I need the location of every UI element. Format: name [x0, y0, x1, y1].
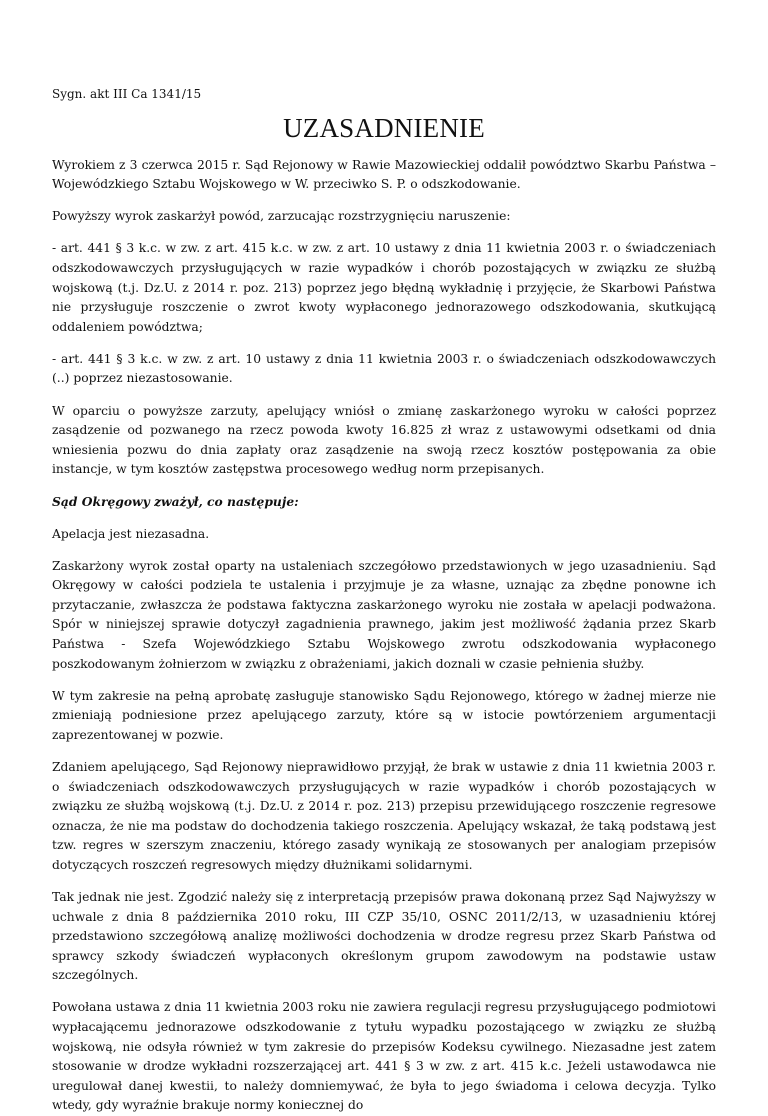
paragraph-1: Wyrokiem z 3 czerwca 2015 r. Sąd Rejonowy w Rawie Mazowieckiej oddalił powództwo Skarbu Państwa – Wojewódzkiego Sztabu Wojskowego w W. przeciwko S. P. o odszkodowanie.	[52, 157, 716, 192]
document-title: UZASADNIENIE	[283, 112, 485, 143]
paragraph-4: - art. 441 § 3 k.c. w zw. z art. 10 ustawy z dnia 11 kwietnia 2003 r. o świadczeniach odszkodowawczych (..) poprzez niezastosowanie.	[52, 351, 716, 386]
paragraph-8: W tym zakresie na pełną aprobatę zasługuje stanowisko Sądu Rejonowego, którego w żadnej mierze nie zmieniają podniesione przez apelującego zarzuty, które są w istocie powtórzeniem argumentacji zaprezentowanej w pozwie.	[52, 688, 716, 742]
paragraph-5: W oparciu o powyższe zarzuty, apelujący wniósł o zmianę zaskarżonego wyroku w całości poprzez zasądzenie od pozwanego na rzecz powoda kwoty 16.825 zł wraz z ustawowymi odsetkami od dnia wniesienia pozwu do dnia zapłaty oraz zasądzenie na swoją rzecz kosztów postępowania za obie instancje, w tym kosztów zastępstwa procesowego według norm przepisanych.	[52, 403, 716, 477]
paragraph-6: Apelacja jest niezasadna.	[52, 526, 210, 541]
paragraph-7: Zaskarżony wyrok został oparty na ustaleniach szczegółowo przedstawionych w jego uzasadnieniu. Sąd Okręgowy w całości podziela te ustalenia i przyjmuje je za własne, uznając za zbędne ponowne ich przytaczanie, zwłaszcza że podstawa faktyczna zaskarżonego wyroku nie została w apelacji podważona. Spór w niniejszej sprawie dotyczył zagadnienia prawnego, jakim jest możliwość żądania przez Skarb Państwa - Szefa Wojewódzkiego Sztabu Wojskowego zwrotu odszkodowania wypłaconego poszkodowanym żołnierzom w związku z obrażeniami, jakich doznali w czasie pełnienia służby.	[52, 558, 716, 671]
paragraph-9: Zdaniem apelującego, Sąd Rejonowy nieprawidłowo przyjął, że brak w ustawie z dnia 11 kwietnia 2003 r. o świadczeniach odszkodowawczych przysługujących w razie wypadków i chorób pozostających w związku ze służbą wojskową (t.j. Dz.U. z 2014 r. poz. 213) przepisu przewidującego roszczenie regresowe oznacza, że nie ma podstaw do dochodzenia takiego roszczenia. Apelujący wskazał, że taką podstawą jest tzw. regres w szerszym znaczeniu, którego zasady wynikają ze stosowanych per analogiam przepisów dotyczących roszczeń regresowych między dłużnikami solidarnymi.	[52, 759, 716, 872]
paragraph-3: - art. 441 § 3 k.c. w zw. z art. 415 k.c. w zw. z art. 10 ustawy z dnia 11 kwietnia 2003 r. o świadczeniach odszkodowawczych przysługujących w razie wypadków i chorób pozostających w związku ze służbą wojskową (t.j. Dz.U. z 2014 r. poz. 213) poprzez jego błędną wykładnię i przyjęcie, że Skarbowi Państwa nie przysługuje roszczenie o zwrot kwoty wypłaconego jednorazowego odszkodowania, skutkującą oddaleniem powództwa;	[52, 241, 716, 334]
paragraph-11: Powołana ustawa z dnia 11 kwietnia 2003 roku nie zawiera regulacji regresu przysługującego podmiotowi wypłacającemu jednorazowe odszkodowanie z tytułu wypadku pozostającego w związku ze służbą wojskową, nie odsyła również w tym zakresie do przepisów Kodeksu cywilnego. Niezasadne jest zatem stosowanie w drodze wykładni rozszerzającej art. 441 § 3 w zw. z art. 415 k.c. Jeżeli ustawodawca nie uregulował danej kwestii, to należy domniemywać, że była to jego świadoma i celowa decyzja. Tylko wtedy, gdy wyraźnie brakuje normy koniecznej do	[52, 1000, 716, 1113]
case-signature: Sygn. akt III Ca 1341/15	[52, 87, 202, 101]
paragraph-2: Powyższy wyrok zaskarżył powód, zarzucając rozstrzygnięciu naruszenie:	[52, 209, 511, 224]
section-heading: Sąd Okręgowy zważył, co następuje:	[52, 494, 299, 510]
paragraph-10: Tak jednak nie jest. Zgodzić należy się z interpretacją przepisów prawa dokonaną przez Sąd Najwyższy w uchwale z dnia 8 października 2010 roku, III CZP 35/10, OSNC 2011/2/13, w uzasadnieniu której przedstawiono szczegółową analizę możliwości dochodzenia w drodze regresu przez Skarb Państwa od sprawcy szkody świadczeń wypłaconych określonym grupom zawodowym na podstawie ustaw szczególnych.	[52, 890, 716, 983]
